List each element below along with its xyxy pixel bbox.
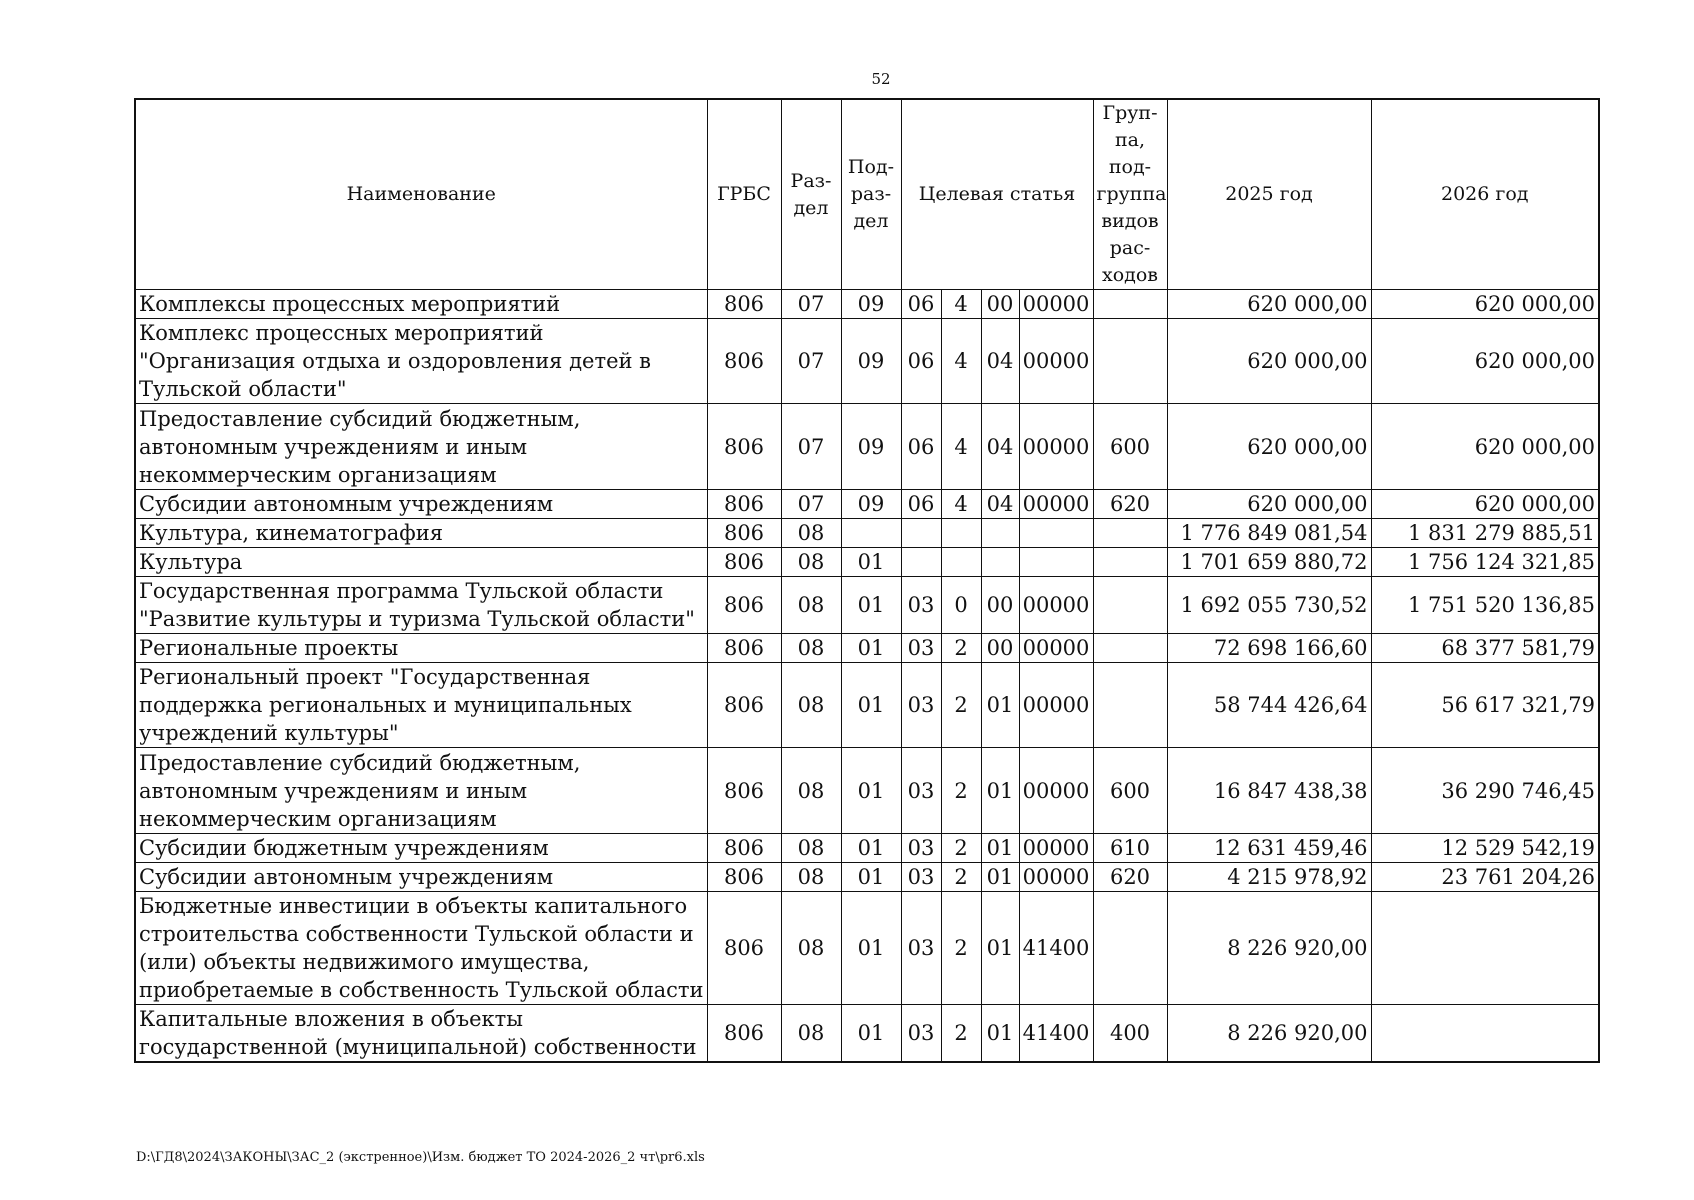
header-grbs: ГРБС	[707, 99, 781, 290]
header-podrazdel: Под- раз- дел	[841, 99, 901, 290]
file-path-footer: D:\ГД8\2024\ЗАКОНЫ\ЗАС_2 (экстренное)\Изм. бюджет ТО 2024-2026_2 чт\pr6.xls	[136, 1150, 705, 1165]
celevaya-part3-cell: 04	[981, 490, 1019, 519]
podrazdel-cell: 09	[841, 290, 901, 319]
amount-2025-cell: 620 000,00	[1167, 290, 1371, 319]
table-row	[135, 519, 1599, 548]
grbs-cell: 806	[707, 319, 781, 404]
celevaya-part3-cell: 01	[981, 663, 1019, 748]
celevaya-part1-cell: 03	[901, 634, 941, 663]
vid-rashodov-cell: 610	[1093, 834, 1167, 863]
podrazdel-cell	[841, 519, 901, 548]
celevaya-part3-cell: 00	[981, 577, 1019, 634]
celevaya-part1-cell: 03	[901, 834, 941, 863]
razdel-cell: 07	[781, 319, 841, 404]
amount-2025-cell: 4 215 978,92	[1167, 863, 1371, 892]
row-name: Субсидии бюджетным учреждениям	[135, 834, 707, 863]
celevaya-part1-cell	[901, 548, 941, 577]
celevaya-part4-cell	[1019, 548, 1093, 577]
vid-rashodov-cell: 600	[1093, 404, 1167, 490]
vid-rashodov-cell	[1093, 519, 1167, 548]
header-name: Наименование	[135, 99, 707, 290]
amount-2025-cell: 620 000,00	[1167, 404, 1371, 490]
celevaya-part2-cell	[941, 548, 981, 577]
header-razdel: Раз- дел	[781, 99, 841, 290]
row-name: Региональные проекты	[135, 634, 707, 663]
vid-rashodov-cell	[1093, 577, 1167, 634]
celevaya-part2-cell: 2	[941, 1005, 981, 1063]
table-row	[135, 319, 1599, 404]
podrazdel-cell: 01	[841, 663, 901, 748]
grbs-cell: 806	[707, 519, 781, 548]
celevaya-part3-cell: 00	[981, 290, 1019, 319]
razdel-cell: 08	[781, 634, 841, 663]
amount-2026-cell: 1 756 124 321,85	[1371, 548, 1599, 577]
celevaya-part4-cell: 00000	[1019, 490, 1093, 519]
table-row	[135, 490, 1599, 519]
amount-2026-cell: 12 529 542,19	[1371, 834, 1599, 863]
vid-rashodov-cell: 600	[1093, 748, 1167, 834]
grbs-cell: 806	[707, 290, 781, 319]
table-row	[135, 290, 1599, 319]
celevaya-part2-cell: 4	[941, 319, 981, 404]
amount-2025-cell: 1 776 849 081,54	[1167, 519, 1371, 548]
amount-2026-cell: 68 377 581,79	[1371, 634, 1599, 663]
table-row	[135, 548, 1599, 577]
amount-2025-cell: 620 000,00	[1167, 319, 1371, 404]
razdel-cell: 07	[781, 490, 841, 519]
row-name: Культура, кинематография	[135, 519, 707, 548]
razdel-cell: 08	[781, 519, 841, 548]
celevaya-part4-cell: 00000	[1019, 634, 1093, 663]
celevaya-part3-cell: 01	[981, 748, 1019, 834]
podrazdel-cell: 01	[841, 577, 901, 634]
table-row	[135, 663, 1599, 748]
celevaya-part2-cell: 2	[941, 748, 981, 834]
amount-2026-cell: 1 831 279 885,51	[1371, 519, 1599, 548]
header-celevaya-statya: Целевая статья	[901, 99, 1093, 290]
table-header-row	[135, 99, 1599, 290]
amount-2025-cell: 8 226 920,00	[1167, 1005, 1371, 1063]
header-gruppa-vidov-rashodov: Груп- па, под- группа видов рас- ходов	[1093, 99, 1167, 290]
budget-table	[134, 98, 1600, 1063]
amount-2026-cell	[1371, 1005, 1599, 1063]
celevaya-part2-cell: 0	[941, 577, 981, 634]
table-row	[135, 577, 1599, 634]
amount-2026-cell: 620 000,00	[1371, 404, 1599, 490]
table-row	[135, 892, 1599, 1005]
row-name: Комплекс процессных мероприятий "Организация отдыха и оздоровления детей в Тульской области"	[135, 319, 707, 404]
razdel-cell: 08	[781, 1005, 841, 1063]
razdel-cell: 08	[781, 748, 841, 834]
celevaya-part3-cell	[981, 548, 1019, 577]
row-name: Культура	[135, 548, 707, 577]
celevaya-part1-cell	[901, 519, 941, 548]
celevaya-part3-cell: 01	[981, 834, 1019, 863]
celevaya-part4-cell: 00000	[1019, 290, 1093, 319]
celevaya-part4-cell: 41400	[1019, 1005, 1093, 1063]
podrazdel-cell: 09	[841, 404, 901, 490]
row-name: Субсидии автономным учреждениям	[135, 490, 707, 519]
amount-2025-cell: 1 701 659 880,72	[1167, 548, 1371, 577]
grbs-cell: 806	[707, 834, 781, 863]
grbs-cell: 806	[707, 548, 781, 577]
table-row	[135, 634, 1599, 663]
amount-2026-cell: 620 000,00	[1371, 490, 1599, 519]
celevaya-part1-cell: 03	[901, 1005, 941, 1063]
celevaya-part4-cell: 00000	[1019, 319, 1093, 404]
podrazdel-cell: 01	[841, 892, 901, 1005]
celevaya-part1-cell: 06	[901, 490, 941, 519]
amount-2026-cell: 620 000,00	[1371, 290, 1599, 319]
celevaya-part3-cell: 04	[981, 319, 1019, 404]
celevaya-part2-cell: 2	[941, 892, 981, 1005]
podrazdel-cell: 01	[841, 1005, 901, 1063]
celevaya-part1-cell: 06	[901, 290, 941, 319]
grbs-cell: 806	[707, 404, 781, 490]
grbs-cell: 806	[707, 892, 781, 1005]
razdel-cell: 08	[781, 892, 841, 1005]
table-row	[135, 863, 1599, 892]
table-row	[135, 404, 1599, 490]
amount-2025-cell: 58 744 426,64	[1167, 663, 1371, 748]
podrazdel-cell: 09	[841, 319, 901, 404]
row-name: Предоставление субсидий бюджетным, автономным учреждениям и иным некоммерческим организациям	[135, 404, 707, 490]
amount-2025-cell: 16 847 438,38	[1167, 748, 1371, 834]
celevaya-part1-cell: 03	[901, 892, 941, 1005]
row-name: Бюджетные инвестиции в объекты капитального строительства собственности Тульской области и (или) объекты недвижимого имущества, приобретаемые в собственность Тульской области	[135, 892, 707, 1005]
grbs-cell: 806	[707, 1005, 781, 1063]
amount-2026-cell: 56 617 321,79	[1371, 663, 1599, 748]
grbs-cell: 806	[707, 663, 781, 748]
row-name: Капитальные вложения в объекты государственной (муниципальной) собственности	[135, 1005, 707, 1063]
celevaya-part2-cell: 4	[941, 290, 981, 319]
celevaya-part3-cell	[981, 519, 1019, 548]
grbs-cell: 806	[707, 634, 781, 663]
celevaya-part1-cell: 03	[901, 748, 941, 834]
row-name: Предоставление субсидий бюджетным, автономным учреждениям и иным некоммерческим организациям	[135, 748, 707, 834]
celevaya-part4-cell: 00000	[1019, 404, 1093, 490]
row-name: Субсидии автономным учреждениям	[135, 863, 707, 892]
vid-rashodov-cell: 620	[1093, 863, 1167, 892]
podrazdel-cell: 01	[841, 748, 901, 834]
page-number: 52	[871, 70, 891, 88]
vid-rashodov-cell	[1093, 319, 1167, 404]
podrazdel-cell: 01	[841, 634, 901, 663]
header-year-2025: 2025 год	[1167, 99, 1371, 290]
grbs-cell: 806	[707, 748, 781, 834]
razdel-cell: 07	[781, 404, 841, 490]
amount-2025-cell: 72 698 166,60	[1167, 634, 1371, 663]
celevaya-part4-cell: 00000	[1019, 834, 1093, 863]
celevaya-part4-cell: 00000	[1019, 863, 1093, 892]
celevaya-part2-cell: 2	[941, 663, 981, 748]
celevaya-part4-cell	[1019, 519, 1093, 548]
celevaya-part2-cell: 4	[941, 404, 981, 490]
row-name: Комплексы процессных мероприятий	[135, 290, 707, 319]
row-name: Региональный проект "Государственная поддержка региональных и муниципальных учреждений культуры"	[135, 663, 707, 748]
vid-rashodov-cell	[1093, 634, 1167, 663]
table-row	[135, 834, 1599, 863]
celevaya-part1-cell: 03	[901, 577, 941, 634]
amount-2026-cell: 620 000,00	[1371, 319, 1599, 404]
amount-2025-cell: 620 000,00	[1167, 490, 1371, 519]
amount-2025-cell: 1 692 055 730,52	[1167, 577, 1371, 634]
celevaya-part2-cell: 2	[941, 863, 981, 892]
vid-rashodov-cell: 400	[1093, 1005, 1167, 1063]
header-year-2026: 2026 год	[1371, 99, 1599, 290]
amount-2025-cell: 8 226 920,00	[1167, 892, 1371, 1005]
celevaya-part3-cell: 01	[981, 863, 1019, 892]
vid-rashodov-cell	[1093, 548, 1167, 577]
celevaya-part3-cell: 01	[981, 892, 1019, 1005]
amount-2026-cell: 36 290 746,45	[1371, 748, 1599, 834]
celevaya-part1-cell: 06	[901, 404, 941, 490]
table-row	[135, 748, 1599, 834]
vid-rashodov-cell: 620	[1093, 490, 1167, 519]
amount-2026-cell	[1371, 892, 1599, 1005]
celevaya-part1-cell: 03	[901, 663, 941, 748]
vid-rashodov-cell	[1093, 892, 1167, 1005]
podrazdel-cell: 01	[841, 834, 901, 863]
celevaya-part2-cell	[941, 519, 981, 548]
vid-rashodov-cell	[1093, 290, 1167, 319]
celevaya-part1-cell: 06	[901, 319, 941, 404]
podrazdel-cell: 01	[841, 548, 901, 577]
celevaya-part4-cell: 00000	[1019, 577, 1093, 634]
celevaya-part4-cell: 00000	[1019, 663, 1093, 748]
razdel-cell: 07	[781, 290, 841, 319]
razdel-cell: 08	[781, 548, 841, 577]
podrazdel-cell: 01	[841, 863, 901, 892]
amount-2026-cell: 23 761 204,26	[1371, 863, 1599, 892]
podrazdel-cell: 09	[841, 490, 901, 519]
razdel-cell: 08	[781, 834, 841, 863]
razdel-cell: 08	[781, 577, 841, 634]
razdel-cell: 08	[781, 863, 841, 892]
amount-2026-cell: 1 751 520 136,85	[1371, 577, 1599, 634]
grbs-cell: 806	[707, 577, 781, 634]
row-name: Государственная программа Тульской области "Развитие культуры и туризма Тульской области"	[135, 577, 707, 634]
celevaya-part1-cell: 03	[901, 863, 941, 892]
celevaya-part4-cell: 41400	[1019, 892, 1093, 1005]
celevaya-part2-cell: 4	[941, 490, 981, 519]
celevaya-part3-cell: 04	[981, 404, 1019, 490]
table-body	[135, 290, 1599, 1063]
grbs-cell: 806	[707, 863, 781, 892]
table-row	[135, 1005, 1599, 1063]
celevaya-part2-cell: 2	[941, 634, 981, 663]
amount-2025-cell: 12 631 459,46	[1167, 834, 1371, 863]
celevaya-part3-cell: 01	[981, 1005, 1019, 1063]
celevaya-part4-cell: 00000	[1019, 748, 1093, 834]
celevaya-part3-cell: 00	[981, 634, 1019, 663]
celevaya-part2-cell: 2	[941, 834, 981, 863]
vid-rashodov-cell	[1093, 663, 1167, 748]
grbs-cell: 806	[707, 490, 781, 519]
razdel-cell: 08	[781, 663, 841, 748]
